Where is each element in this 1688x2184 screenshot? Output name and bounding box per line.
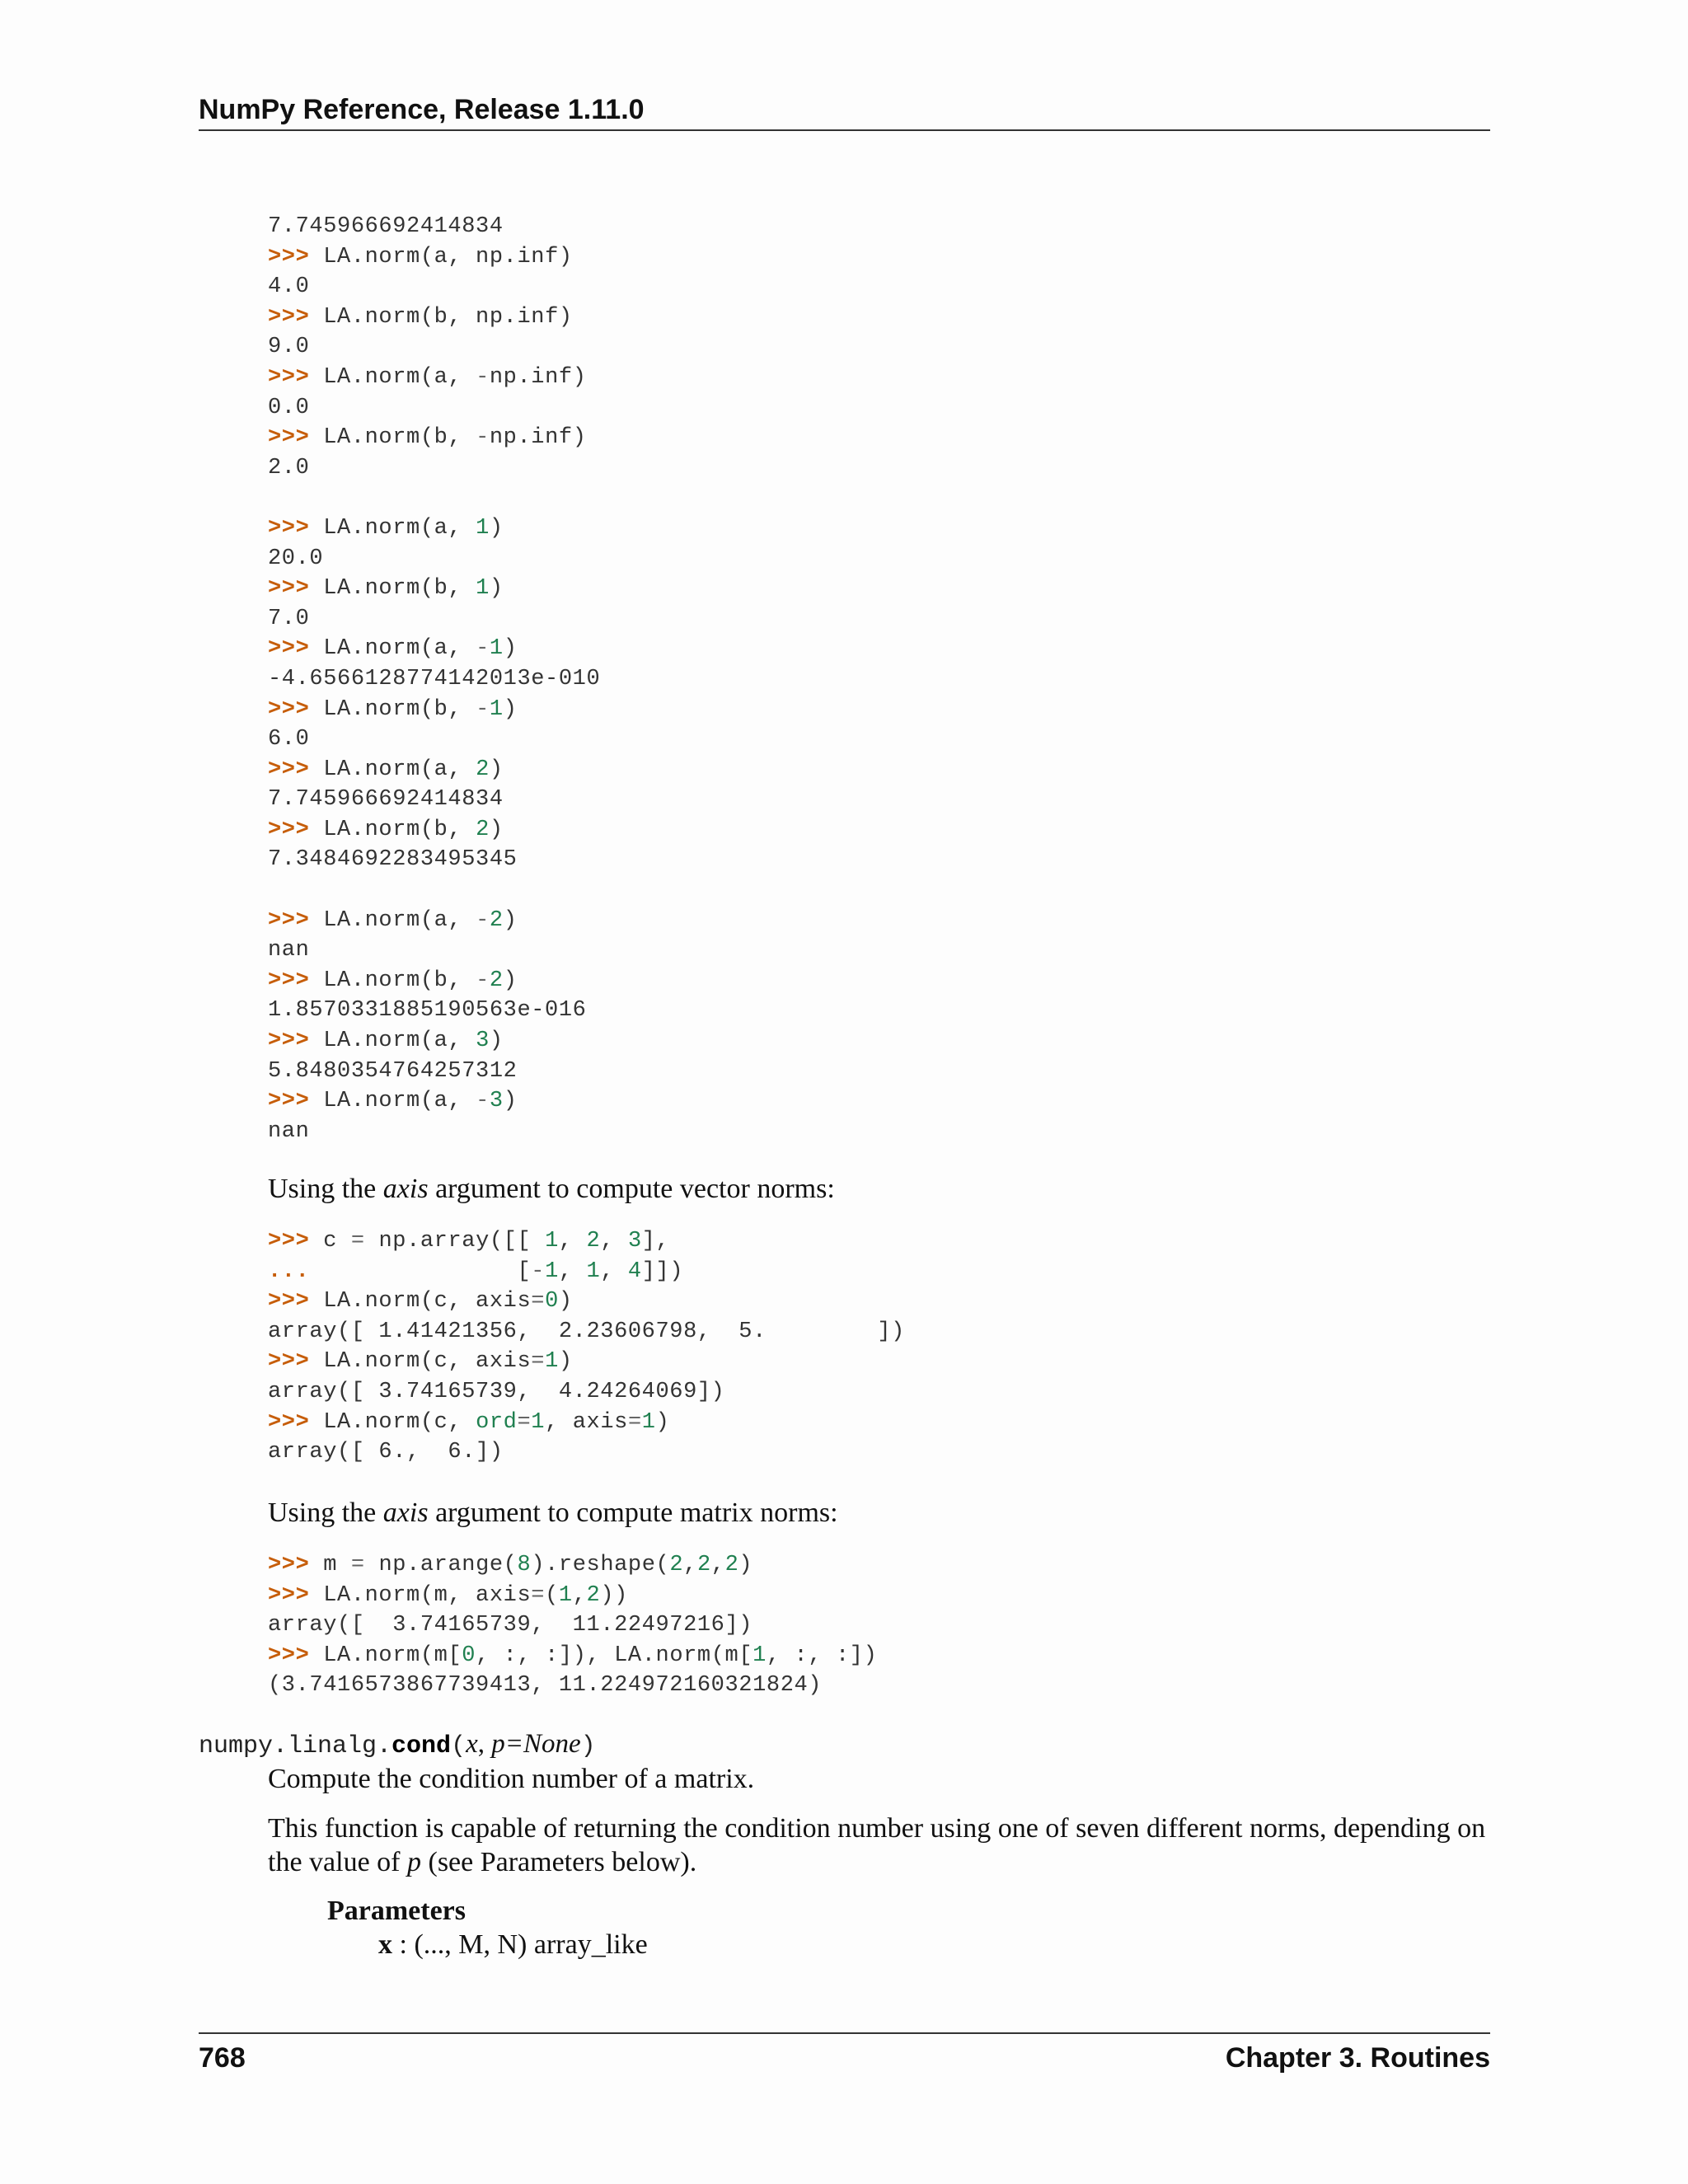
code-token: )) [600,1582,628,1608]
output-token: 5.8480354764257312 [268,1058,518,1084]
output-token: array([ 3.74165739, 4.24264069]) [268,1379,725,1404]
code-line [268,636,518,661]
code-line [268,425,587,450]
code-token: np.inf) [489,364,587,390]
close-paren: ) [580,1732,596,1760]
text-segment: argument to compute vector norms: [428,1174,835,1204]
code-token: - [531,1258,546,1284]
output-token: 2.0 [268,455,310,480]
code-token: 2 [489,907,504,933]
prompt-token: >>> [268,1409,310,1435]
page-number: 768 [199,2042,246,2074]
code-token: 0 [462,1643,476,1668]
prompt-token: >>> [268,1349,310,1375]
cond-signature [199,1729,596,1760]
code-line [268,245,573,269]
code-token: 3 [627,1229,642,1254]
code-token: LA.norm(a, [309,907,476,933]
code-line [268,727,309,752]
text-segment: Using the [268,1174,383,1204]
code-token: - [476,907,490,933]
code-token: 2 [669,1553,684,1577]
prompt-token: >>> [268,425,310,451]
output-token: 1.8570331885190563e-016 [268,998,587,1024]
code-line [268,1029,504,1053]
code-token: 1 [476,576,490,602]
output-token: 0.0 [268,395,310,420]
code-token: c [309,1229,351,1254]
code-token: np.inf) [489,425,587,451]
code-token: - [476,1089,490,1114]
code-line [268,818,504,842]
code-token: ord [476,1409,518,1435]
code-token: m [309,1553,351,1577]
code-token: ( [545,1582,559,1608]
code-line [268,1583,628,1608]
code-line [268,1319,905,1344]
code-token: ]]) [641,1258,684,1284]
code-token: , :, :]), LA.norm(m[ [476,1643,753,1668]
code-token: LA.norm(a, [309,364,476,390]
output-token: 7.745966692414834 [268,214,504,239]
prompt-token: >>> [268,968,310,993]
cond-module: numpy.linalg. [199,1732,392,1760]
output-token: 7.0 [268,606,310,631]
param-x-name: x [378,1929,392,1960]
code-token: ) [489,1029,504,1054]
code-token: , [600,1258,628,1284]
code-token: 3 [476,1029,490,1054]
cond-arg-p: p=None [491,1729,581,1759]
prompt-token: >>> [268,364,310,390]
output-token: 7.3484692283495345 [268,847,518,873]
code-line [268,1229,669,1254]
code-token: ) [503,1089,518,1114]
output-token: 20.0 [268,546,324,571]
code-token: 1 [586,1258,601,1284]
code-line [268,516,504,541]
code-token: = [627,1409,642,1435]
prompt-token: >>> [268,1289,310,1315]
code-line [268,546,323,571]
code-line [268,214,504,239]
code-line [268,1553,753,1577]
code-token: LA.norm(c, axis [309,1289,532,1315]
code-token: LA.norm(c, axis [309,1349,532,1375]
output-token: array([ 1.41421356, 2.23606798, 5. ]) [268,1319,905,1344]
code-token: , axis [545,1409,628,1435]
code-line [268,908,518,933]
output-token: (3.7416573867739413, 11.224972160321824) [268,1673,823,1699]
code-line [268,1349,573,1374]
code-token: = [531,1289,546,1315]
axis-emphasis: axis [382,1174,429,1204]
prompt-token: >>> [268,304,310,330]
code-token: , :, :]) [766,1643,878,1668]
code-token: ) [558,1289,573,1315]
code-token: 1 [489,696,504,722]
code-token: ) [489,576,504,602]
code-token: [ [309,1258,532,1284]
code-line [268,396,309,420]
code-line [268,697,518,722]
chapter-label: Chapter 3. Routines [1225,2042,1490,2074]
code-token: 8 [517,1553,532,1577]
text-segment: This function is capable of returning the condition number using one of seven different norms, depending on the value of [268,1813,1486,1877]
prompt-token: >>> [268,1029,310,1054]
code-block-matrix-norms [268,1550,877,1701]
cond-arg-x: x [466,1729,478,1759]
code-token: - [476,696,490,722]
prompt-token: >>> [268,1553,310,1577]
code-token: 1 [545,1229,559,1254]
code-token: 1 [489,636,504,662]
cond-function-name: cond [392,1732,452,1760]
output-token: 9.0 [268,335,310,360]
code-token: LA.norm(a, [309,636,476,662]
code-token: 2 [476,757,490,782]
code-token: LA.norm(b, [309,968,476,993]
code-token: 1 [558,1582,573,1608]
prompt-token: >>> [268,244,310,269]
code-token: LA.norm(m, axis [309,1582,532,1608]
code-token: LA.norm(b, [309,576,476,602]
output-token: 7.745966692414834 [268,787,504,813]
code-line [268,607,309,631]
code-token: 0 [545,1289,559,1315]
code-token: ) [503,636,518,662]
output-token: nan [268,1118,310,1144]
code-line [268,305,573,330]
code-token: 4 [627,1258,642,1284]
page-footer [199,2032,1490,2074]
code-token: 2 [586,1229,601,1254]
output-token: 6.0 [268,727,310,752]
code-token: LA.norm(a, [309,515,476,541]
code-token: ) [503,968,518,993]
param-x [378,1928,1601,1961]
code-token: ) [489,817,504,842]
vector-norms-intro [268,1172,1490,1206]
axis-emphasis: axis [382,1497,429,1528]
param-x-type: : (..., M, N) array_like [392,1929,648,1960]
code-token: 2 [476,817,490,842]
code-token: = [531,1582,546,1608]
code-line [268,576,504,601]
code-token: 2 [724,1553,739,1577]
code-token: 1 [531,1409,546,1435]
code-token: ], [641,1229,670,1254]
code-token: LA.norm(c, [309,1409,476,1435]
code-line [268,335,309,359]
code-token: - [476,364,490,390]
code-token: ).reshape( [531,1553,670,1577]
code-token: np.array([[ [364,1229,546,1254]
code-token: np.arange( [364,1553,518,1577]
code-line [268,1059,517,1084]
cond-summary: Compute the condition number of a matrix. [268,1764,755,1794]
p-emphasis: p [407,1847,421,1877]
code-token: ) [503,907,518,933]
output-token: -4.6566128774142013e-010 [268,666,601,691]
output-token: array([ 6., 6.]) [268,1440,504,1465]
code-token: LA.norm(b, [309,425,476,451]
code-token: - [476,425,490,451]
code-token: , [710,1553,725,1577]
prompt-token: >>> [268,515,310,541]
code-token: 1 [753,1643,767,1668]
code-line [268,1673,822,1698]
code-token: = [531,1349,546,1375]
prompt-token: >>> [268,696,310,722]
code-token: LA.norm(a, [309,757,476,782]
prompt-token: >>> [268,757,310,782]
code-line [268,1440,504,1465]
code-token: ) [738,1553,753,1577]
code-token: LA.norm(m[ [309,1643,462,1668]
code-line [268,456,309,480]
code-token: - [476,968,490,993]
code-block-vector-norms [268,1226,905,1468]
code-line [268,938,309,963]
prompt-token: >>> [268,1582,310,1608]
open-paren: ( [451,1732,467,1760]
code-token: 1 [641,1409,656,1435]
prompt-token: >>> [268,1229,310,1254]
code-token: , [600,1229,628,1254]
code-token: , [558,1258,587,1284]
code-line [268,1289,573,1314]
code-line [268,968,518,993]
code-token: = [350,1553,365,1577]
code-token: ) [489,757,504,782]
prompt-token: >>> [268,907,310,933]
code-token: 2 [586,1582,601,1608]
output-token: array([ 3.74165739, 11.22497216]) [268,1613,753,1638]
prompt-token: >>> [268,576,310,602]
code-token: , [558,1229,587,1254]
code-token: LA.norm(b, np.inf) [309,304,573,330]
code-token: ) [558,1349,573,1375]
code-line [268,667,600,691]
code-line [268,998,586,1023]
code-token: LA.norm(a, [309,1029,476,1054]
code-line [268,1089,518,1113]
code-token: ) [503,696,518,722]
code-block-norm-ord-examples [268,212,600,1146]
code-token: , [683,1553,697,1577]
code-token: = [350,1229,365,1254]
header-title: NumPy Reference, Release 1.11.0 [199,94,645,125]
arg-separator: , [477,1729,492,1759]
prompt-token: >>> [268,817,310,842]
code-token: 1 [545,1258,559,1284]
cond-description [268,1811,1490,1879]
code-line [268,274,309,299]
code-line [268,1613,753,1638]
text-segment: Using the [268,1497,383,1528]
code-line [268,1259,683,1284]
code-token: ) [655,1409,670,1435]
code-token: LA.norm(b, [309,696,476,722]
code-token: , [572,1582,587,1608]
text-segment: (see Parameters below). [421,1847,697,1877]
code-token: 3 [489,1089,504,1114]
prompt-token: ... [268,1258,310,1284]
prompt-token: >>> [268,1089,310,1114]
code-line [268,1410,669,1435]
parameters-heading: Parameters [327,1896,467,1926]
code-line [268,1380,725,1404]
code-line [268,787,504,812]
prompt-token: >>> [268,636,310,662]
code-line [268,757,504,782]
code-token: LA.norm(b, [309,817,476,842]
code-token: 2 [696,1553,711,1577]
code-token: ) [489,515,504,541]
code-line [268,1119,309,1144]
code-token: = [517,1409,532,1435]
code-line [268,365,587,390]
code-line [268,847,517,872]
code-token: - [476,636,490,662]
text-segment: argument to compute matrix norms: [428,1497,838,1528]
code-token: 1 [545,1349,559,1375]
code-token: 2 [489,968,504,993]
output-token: 4.0 [268,274,310,300]
prompt-token: >>> [268,1643,310,1668]
output-token: nan [268,938,310,963]
code-token: 1 [476,515,490,541]
code-token: LA.norm(a, [309,1089,476,1114]
code-token: LA.norm(a, np.inf) [309,244,573,269]
page-header [199,94,1490,131]
code-line [268,1643,877,1668]
matrix-norms-intro [268,1496,1490,1530]
